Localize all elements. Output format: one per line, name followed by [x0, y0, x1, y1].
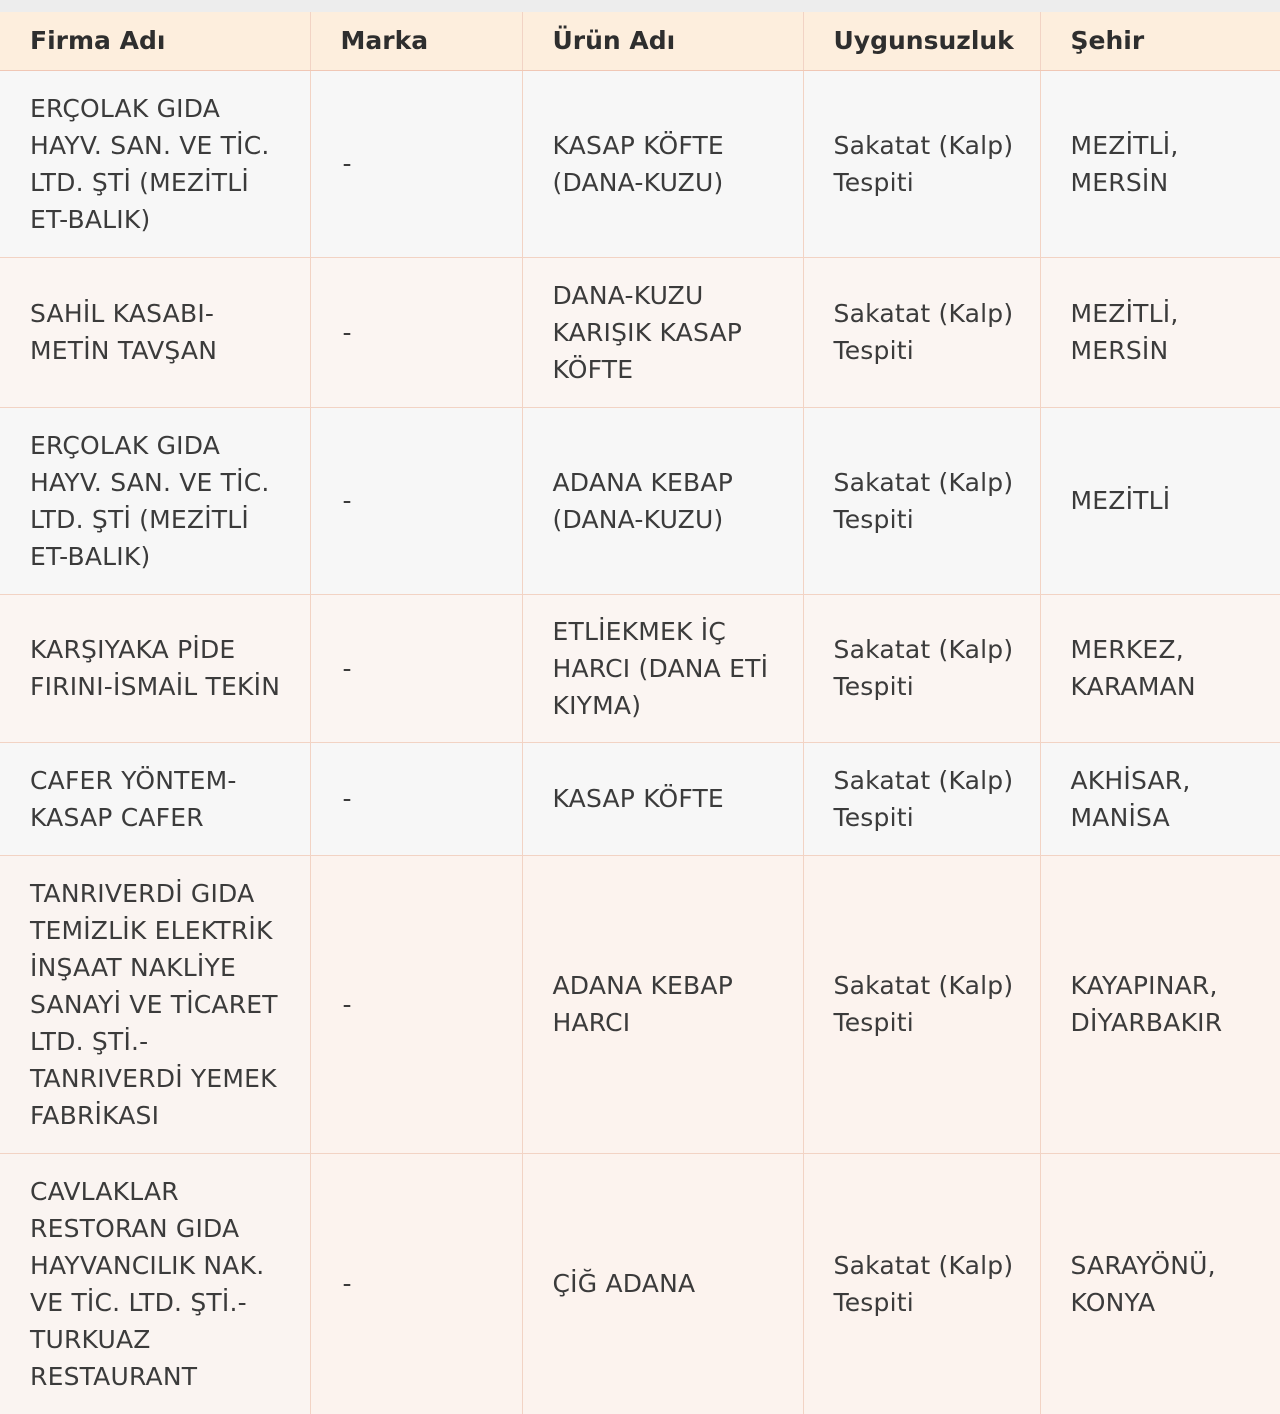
cell-sehir: AKHİSAR, MANİSA [1040, 742, 1280, 855]
top-strip [0, 0, 1280, 12]
cell-firma: CAVLAKLAR RESTORAN GIDA HAYVANCILIK NAK. VE TİC. LTD. ŞTİ.-TURKUAZ RESTAURANT [0, 1153, 310, 1414]
table-row [0, 855, 1280, 1153]
cell-urun: ÇİĞ ADANA [522, 1153, 803, 1414]
header-row [0, 12, 1280, 70]
cell-firma: SAHİL KASABI-METİN TAVŞAN [0, 257, 310, 407]
cell-uygunsuzluk: Sakatat (Kalp) Tespiti [803, 594, 1040, 742]
cell-uygunsuzluk: Sakatat (Kalp) Tespiti [803, 70, 1040, 257]
cell-marka: - [310, 70, 522, 257]
table-row [0, 1153, 1280, 1414]
cell-marka: - [310, 257, 522, 407]
table-body [0, 70, 1280, 1414]
cell-sehir: MEZİTLİ [1040, 407, 1280, 594]
cell-uygunsuzluk: Sakatat (Kalp) Tespiti [803, 407, 1040, 594]
cell-urun: DANA-KUZU KARIŞIK KASAP KÖFTE [522, 257, 803, 407]
table-row [0, 742, 1280, 855]
cell-sehir: MEZİTLİ, MERSİN [1040, 257, 1280, 407]
cell-marka: - [310, 855, 522, 1153]
cell-uygunsuzluk: Sakatat (Kalp) Tespiti [803, 742, 1040, 855]
violations-table [0, 12, 1280, 1414]
table-row [0, 407, 1280, 594]
cell-uygunsuzluk: Sakatat (Kalp) Tespiti [803, 257, 1040, 407]
cell-firma: ERÇOLAK GIDA HAYV. SAN. VE TİC. LTD. ŞTİ (MEZİTLİ ET-BALIK) [0, 70, 310, 257]
cell-urun: ADANA KEBAP HARCI [522, 855, 803, 1153]
cell-firma: TANRIVERDİ GIDA TEMİZLİK ELEKTRİK İNŞAAT NAKLİYE SANAYİ VE TİCARET LTD. ŞTİ.-TANRIVERDİ YEMEK FABRİKASI [0, 855, 310, 1153]
table-row [0, 70, 1280, 257]
cell-sehir: KAYAPINAR, DİYARBAKIR [1040, 855, 1280, 1153]
cell-firma: ERÇOLAK GIDA HAYV. SAN. VE TİC. LTD. ŞTİ (MEZİTLİ ET-BALIK) [0, 407, 310, 594]
cell-urun: ADANA KEBAP (DANA-KUZU) [522, 407, 803, 594]
table-row [0, 257, 1280, 407]
cell-urun: ETLİEKMEK İÇ HARCI (DANA ETİ KIYMA) [522, 594, 803, 742]
cell-marka: - [310, 594, 522, 742]
cell-marka: - [310, 407, 522, 594]
header-sehir: Şehir [1040, 12, 1280, 70]
cell-uygunsuzluk: Sakatat (Kalp) Tespiti [803, 1153, 1040, 1414]
header-marka: Marka [310, 12, 522, 70]
cell-sehir: MERKEZ, KARAMAN [1040, 594, 1280, 742]
table-row [0, 594, 1280, 742]
cell-marka: - [310, 1153, 522, 1414]
cell-sehir: SARAYÖNÜ, KONYA [1040, 1153, 1280, 1414]
header-urun: Ürün Adı [522, 12, 803, 70]
table-header [0, 12, 1280, 70]
header-uygunsuzluk: Uygunsuzluk [803, 12, 1040, 70]
cell-firma: KARŞIYAKA PİDE FIRINI-İSMAİL TEKİN [0, 594, 310, 742]
cell-firma: CAFER YÖNTEM-KASAP CAFER [0, 742, 310, 855]
header-firma: Firma Adı [0, 12, 310, 70]
cell-uygunsuzluk: Sakatat (Kalp) Tespiti [803, 855, 1040, 1153]
cell-marka: - [310, 742, 522, 855]
cell-urun: KASAP KÖFTE (DANA-KUZU) [522, 70, 803, 257]
cell-urun: KASAP KÖFTE [522, 742, 803, 855]
cell-sehir: MEZİTLİ, MERSİN [1040, 70, 1280, 257]
